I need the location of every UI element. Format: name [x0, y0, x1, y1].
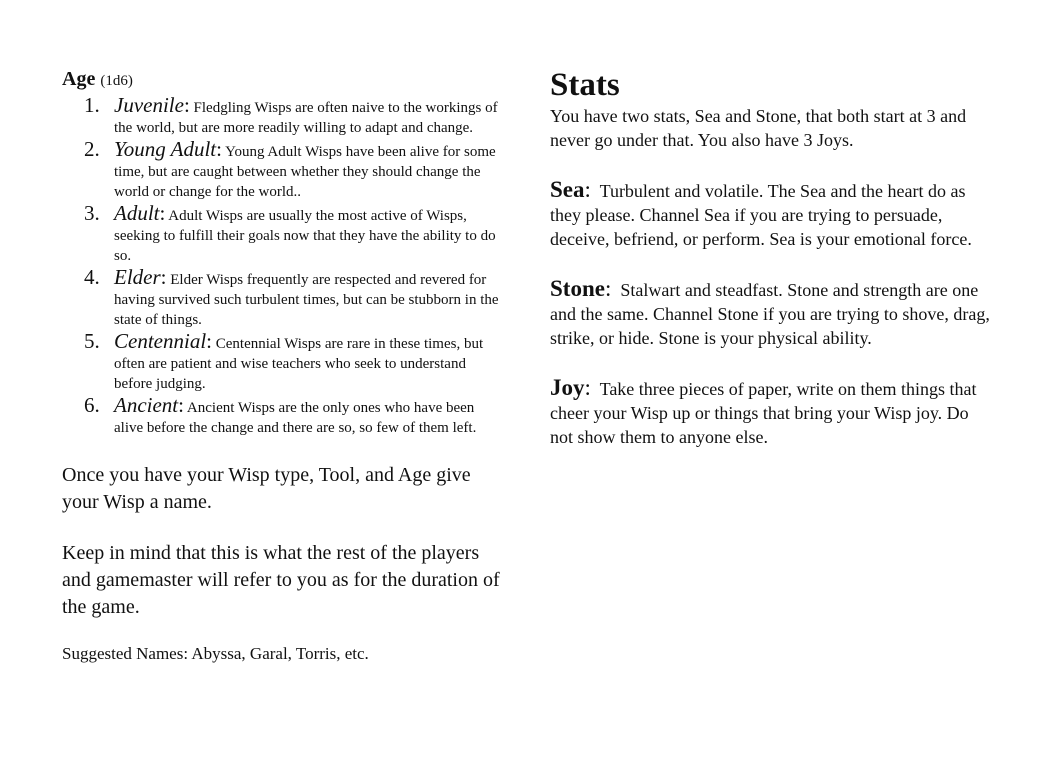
stat-desc: Take three pieces of paper, write on them things that cheer your Wisp up or things that bring your Wisp joy. Do not show them to anyone else. — [550, 379, 977, 447]
stat-joy: Joy: Take three pieces of paper, write on them things that cheer your Wisp up or things that bring your Wisp joy. Do not show them to anyone else. — [550, 375, 977, 447]
stat-name: Joy — [550, 375, 585, 400]
age-title: Age — [62, 68, 96, 90]
age-item-desc: Fledgling Wisps are often naive to the workings of the world, but are more readily willing to adapt and change. — [114, 100, 498, 136]
age-item-young-adult: 2. Young Adult: Young Adult Wisps have been alive for some time, but are caught between whether they should change the world or change for the world.. — [84, 137, 496, 200]
age-list — [62, 94, 502, 438]
suggested-names: Suggested Names: Abyssa, Garal, Torris, etc. — [62, 644, 369, 663]
age-item-number: 2. — [84, 137, 100, 161]
left-column — [62, 66, 502, 682]
age-item-desc: Elder Wisps frequently are respected and revered for having survived such turbulent times, but can be stubborn in the state of things. — [114, 272, 499, 328]
age-item-number: 1. — [84, 93, 100, 117]
stat-sea: Sea: Turbulent and volatile. The Sea and the heart do as they please. Channel Sea if you are trying to persuade, deceive, befriend, or perform. Sea is your emotional force. — [550, 177, 972, 249]
age-item-number: 6. — [84, 393, 100, 417]
age-item-elder: 4. Elder: Elder Wisps frequently are respected and revered for having survived such turbulent times, but can be stubborn in the state of things. — [84, 265, 499, 328]
age-item-term: Young Adult — [114, 137, 217, 161]
age-item-juvenile: 1. Juvenile: Fledgling Wisps are often naive to the workings of the world, but are more readily willing to adapt and change. — [84, 93, 498, 136]
naming-instruction: Once you have your Wisp type, Tool, and Age give your Wisp a name. — [62, 464, 471, 513]
age-item-desc: Young Adult Wisps have been alive for some time, but are caught between whether they should change the world or change for the world.. — [114, 144, 496, 200]
stat-desc: Turbulent and volatile. The Sea and the heart do as they please. Channel Sea if you are trying to persuade, deceive, befriend, or perform. Sea is your emotional force. — [550, 181, 972, 249]
stats-intro: You have two stats, Sea and Stone, that both start at 3 and never go under that. You also have 3 Joys. — [550, 106, 967, 150]
right-column — [550, 66, 990, 449]
stats-title: Stats — [550, 67, 620, 103]
age-item-desc: Ancient Wisps are the only ones who have been alive before the change and there are so, so few of them left. — [114, 400, 477, 436]
stat-desc: Stalwart and steadfast. Stone and strength are one and the same. Channel Stone if you are trying to shove, drag, strike, or hide. Stone is your physical ability. — [550, 280, 990, 348]
age-item-number: 5. — [84, 329, 100, 353]
age-item-number: 4. — [84, 265, 100, 289]
age-item-term: Juvenile — [114, 93, 184, 117]
stat-stone: Stone: Stalwart and steadfast. Stone and strength are one and the same. Channel Stone if you are trying to shove, drag, strike, or hide. Stone is your physical ability. — [550, 276, 990, 348]
age-item-term: Elder — [114, 265, 161, 289]
stat-name: Sea — [550, 177, 585, 202]
age-item-centennial: 5. Centennial: Centennial Wisps are rare in these times, but often are patient and wise teachers who seek to understand before judging. — [84, 329, 484, 392]
age-item-term: Ancient — [114, 393, 179, 417]
naming-note: Keep in mind that this is what the rest of the players and gamemaster will refer to you as for the duration of the game. — [62, 542, 500, 618]
age-item-term: Centennial — [114, 329, 207, 353]
age-dice: (1d6) — [100, 73, 133, 89]
age-item-desc: Adult Wisps are usually the most active of Wisps, seeking to fulfill their goals now that they have the ability to do so. — [114, 208, 496, 264]
age-item-ancient: 6. Ancient: Ancient Wisps are the only ones who have been alive before the change and there are so, so few of them left. — [84, 393, 477, 436]
stat-name: Stone — [550, 276, 605, 301]
age-item-term: Adult — [114, 201, 160, 225]
age-heading — [62, 66, 502, 94]
age-item-number: 3. — [84, 201, 100, 225]
age-item-desc: Centennial Wisps are rare in these times, but often are patient and wise teachers who seek to understand before judging. — [114, 336, 484, 392]
age-item-adult: 3. Adult: Adult Wisps are usually the most active of Wisps, seeking to fulfill their goals now that they have the ability to do so. — [84, 201, 496, 264]
